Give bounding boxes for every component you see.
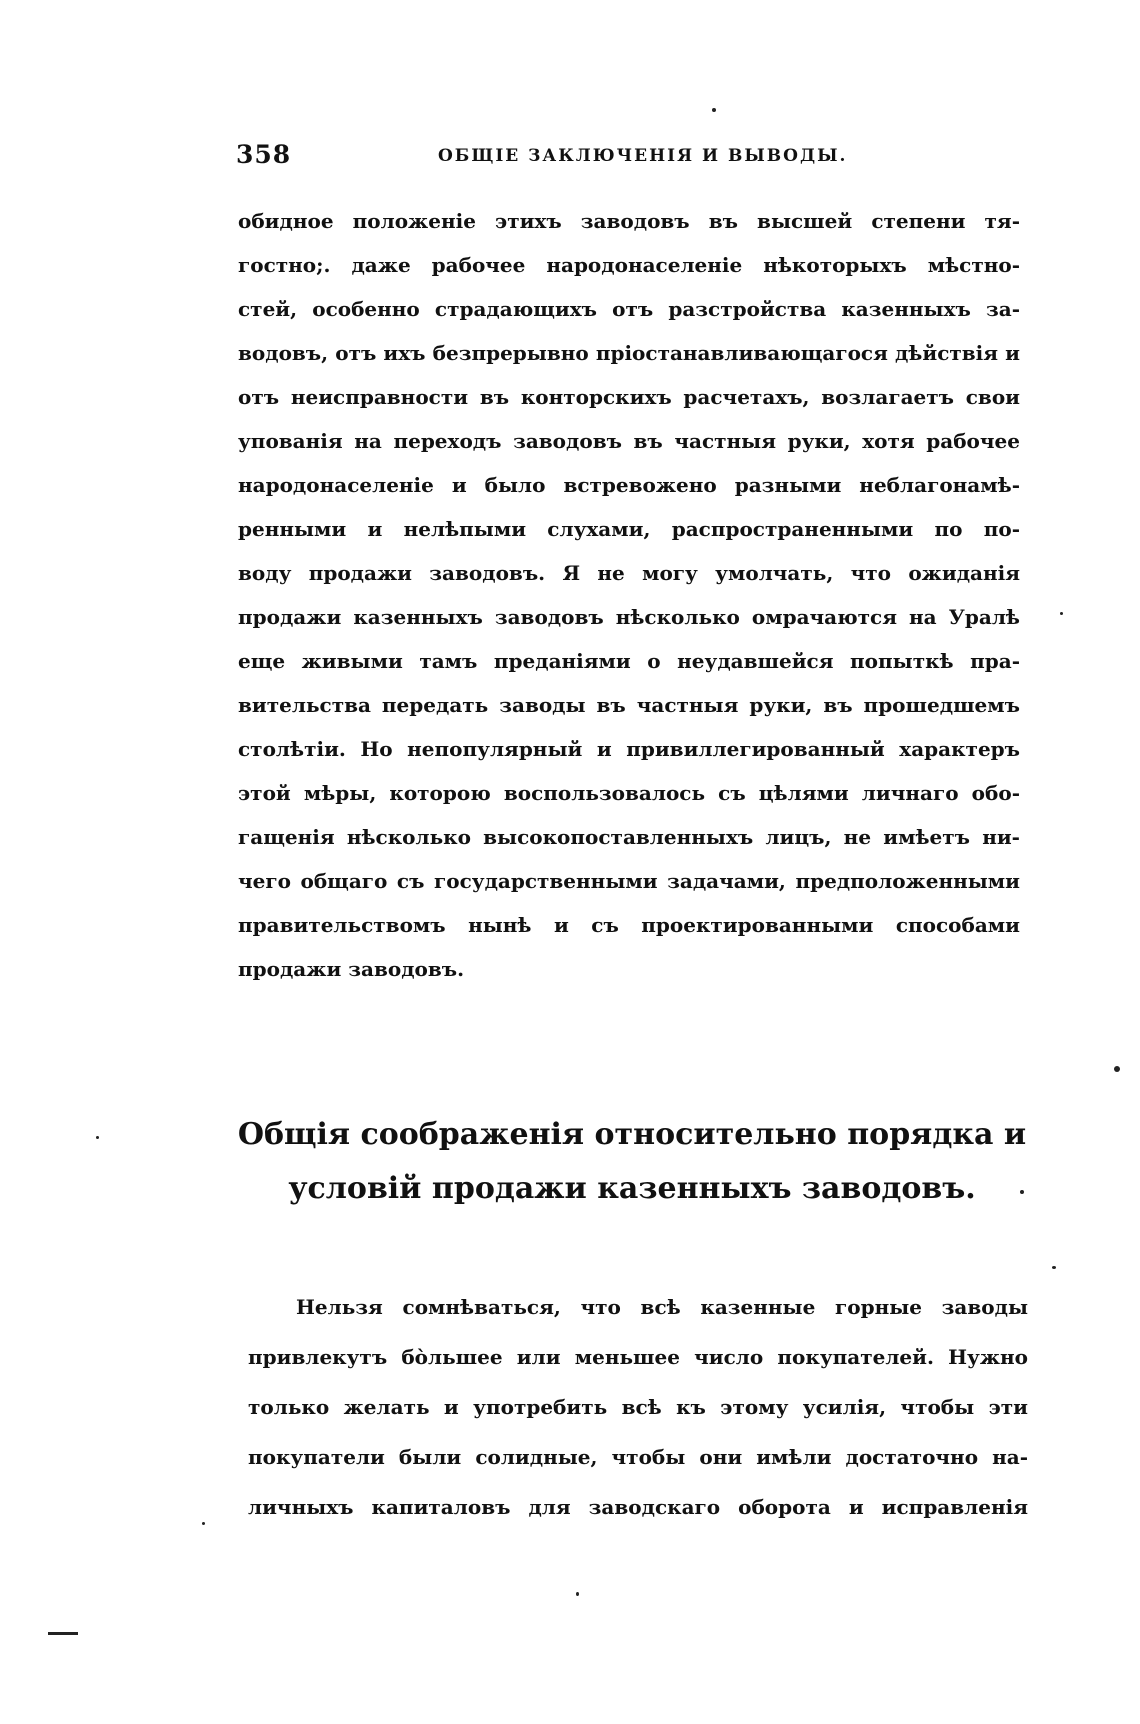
scan-edge-mark (48, 1632, 78, 1635)
text-line: этой мѣры, которою воспользовалось съ цѣлями личнаго обо- (238, 781, 1020, 805)
text-line: гостно;. даже рабочее народонаселеніе нѣкоторыхъ мѣстно- (238, 253, 1020, 277)
text-line: отъ неисправности въ конторскихъ расчетахъ, возлагаетъ свои (238, 385, 1020, 409)
scan-speck (712, 108, 716, 112)
text-line: столѣтіи. Но непопулярный и привиллегированный характеръ (238, 737, 1020, 761)
page-header (236, 140, 1026, 180)
text-line: привлекутъ бо̀льшее или меньшее число покупателей. Нужно (248, 1345, 1028, 1369)
text-line: ренными и нелѣпыми слухами, распространенными по по- (238, 517, 1020, 541)
text-line: чего общаго съ государственными задачами, предположенными (238, 869, 1020, 893)
scan-speck (576, 1592, 579, 1596)
scan-speck (1060, 612, 1063, 615)
body-paragraph-1 (238, 208, 1020, 1000)
text-line: покупатели были солидные, чтобы они имѣли достаточно на- (248, 1445, 1028, 1469)
body-paragraph-2 (248, 1294, 1028, 1544)
text-line: вительства передать заводы въ частныя руки, въ прошедшемъ (238, 693, 1020, 717)
text-line: продажи казенныхъ заводовъ нѣсколько омрачаются на Уралѣ (238, 605, 1020, 629)
section-heading-line-2: условій продажи казенныхъ заводовъ. (288, 1171, 976, 1206)
text-line: стей, особенно страдающихъ отъ разстройства казенныхъ за- (238, 297, 1020, 321)
text-line: водовъ, отъ ихъ безпрерывно пріостанавливающагося дѣйствія и (238, 341, 1020, 365)
text-line: гащенія нѣсколько высокопоставленныхъ лицъ, не имѣетъ ни- (238, 825, 1020, 849)
section-heading (236, 1108, 1028, 1216)
scan-speck (1020, 1190, 1024, 1194)
text-line: еще живыми тамъ преданіями о неудавшейся попыткѣ пра- (238, 649, 1020, 673)
text-line: личныхъ капиталовъ для заводскаго оборота и исправленія (248, 1495, 1028, 1519)
text-line: только желать и употребить всѣ къ этому усилія, чтобы эти (248, 1395, 1028, 1419)
text-line: воду продажи заводовъ. Я не могу умолчать, что ожиданія (238, 561, 1020, 585)
text-line: правительствомъ нынѣ и съ проектированными способами (238, 913, 1020, 937)
scan-speck (96, 1136, 99, 1139)
text-line: продажи заводовъ. (238, 957, 465, 981)
scan-speck (202, 1522, 205, 1525)
text-line: упованія на переходъ заводовъ въ частныя руки, хотя рабочее (238, 429, 1020, 453)
scan-speck (1114, 1066, 1120, 1072)
text-line: обидное положеніе этихъ заводовъ въ высшей степени тя- (238, 209, 1020, 233)
page-number: 358 (236, 140, 292, 169)
scan-speck (1052, 1266, 1056, 1269)
running-title: ОБЩІЕ ЗАКЛЮЧЕНІЯ И ВЫВОДЫ. (438, 146, 848, 166)
text-line: Нельзя сомнѣваться, что всѣ казенные горные заводы (296, 1295, 1028, 1319)
text-line: народонаселеніе и было встревожено разными неблагонамѣ- (238, 473, 1020, 497)
section-heading-line-1: Общія соображенія относительно порядка и (237, 1117, 1027, 1152)
